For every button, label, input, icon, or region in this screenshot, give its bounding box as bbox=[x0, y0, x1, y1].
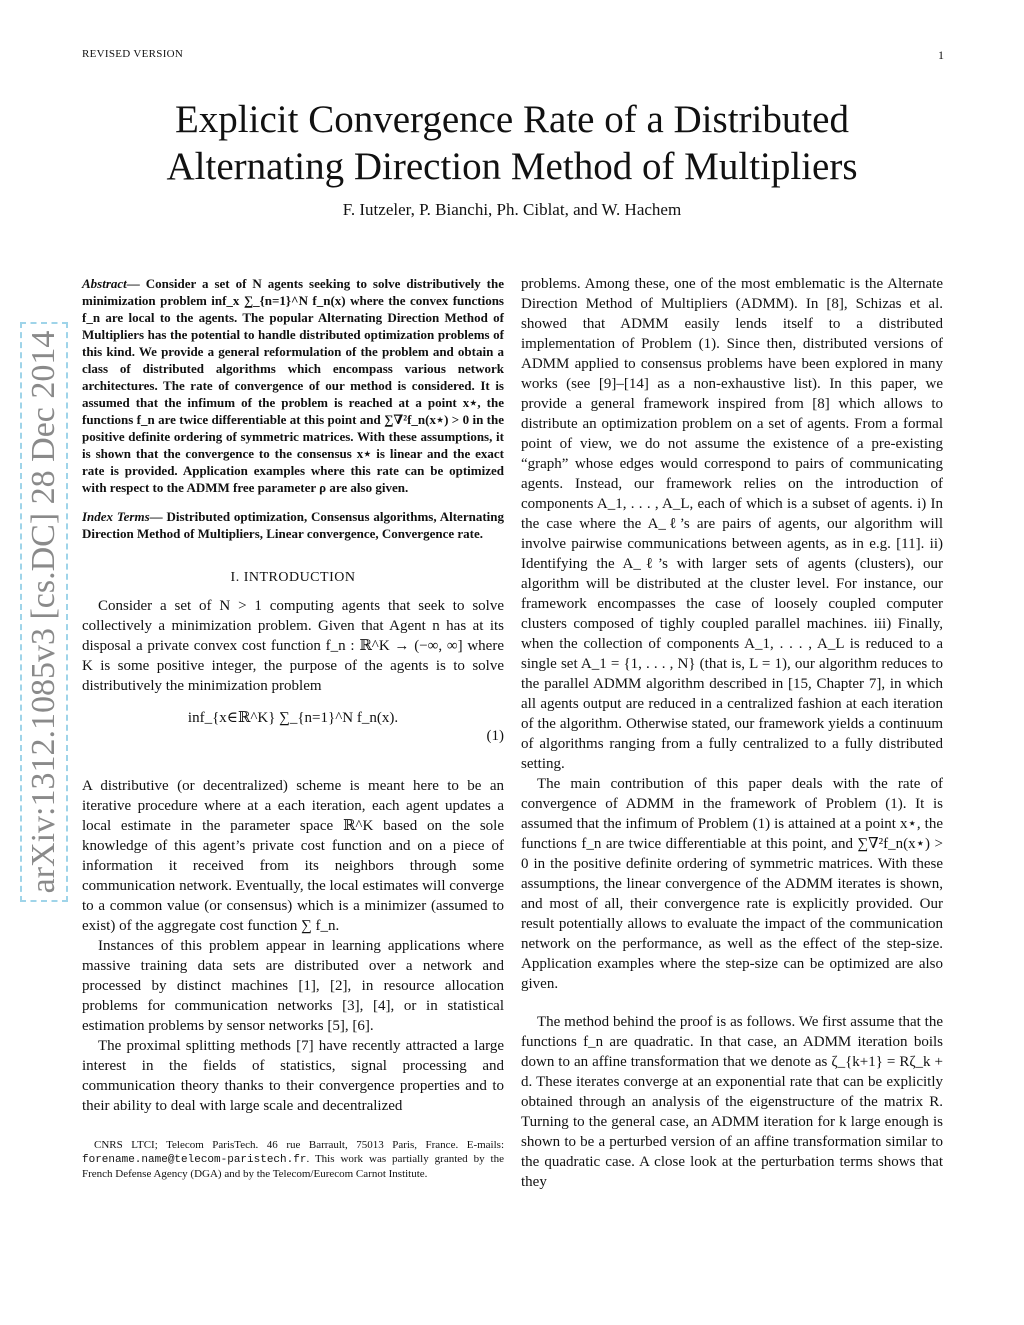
footnote bbox=[82, 1138, 504, 1181]
paper-title bbox=[82, 96, 942, 190]
authors: F. Iutzeler, P. Bianchi, Ph. Ciblat, and W. Hachem bbox=[342, 200, 682, 219]
paragraph: The method behind the proof is as follows. We first assume that the functions f_n are quadratic. In that case, an ADMM iteration boils down to an affine transformation that we denote as ζ_{k+1} = Rζ_k + d. These iterates converge at an exponential rate that can be explicitly obtained through an analysis of the eigenstructure of the matrix R. Turning to the general case, an ADMM iteration for k large enough is shown to be a perturbed version of an affine transformation similar to the quadratic case. A close look at the perturbation terms shows that they bbox=[521, 1014, 943, 1190]
abstract-lead: Abstract bbox=[82, 276, 127, 291]
index-terms bbox=[82, 508, 504, 542]
abstract bbox=[82, 275, 504, 496]
footnote-text-end: . This work was partially granted by the French Defense Agency (DGA) and by the Telecom/Eurecom Carnot Institute. bbox=[82, 1153, 504, 1180]
title-line-1: Explicit Convergence Rate of a Distributed bbox=[174, 98, 849, 141]
index-terms-text: — Distributed optimization, Consensus algorithms, Alternating Direction Method of Multipliers, Linear convergence, Convergence rate. bbox=[82, 509, 504, 541]
arxiv-sidebar-stamp[interactable] bbox=[20, 322, 68, 902]
paragraph-gap bbox=[521, 994, 943, 1012]
paragraph: The proximal splitting methods [7] have recently attracted a large interest in the fields of statistics, signal processing and communication theory thanks to their convergence properties and to their ability to deal with large scale and decentralized bbox=[82, 1038, 504, 1114]
arxiv-identifier: arXiv:1312.1085v3 [cs.DC] 28 Dec 2014 bbox=[25, 330, 62, 894]
equation-1 bbox=[82, 708, 504, 774]
equation-number: (1) bbox=[486, 728, 504, 744]
abstract-text: — Consider a set of N agents seeking to solve distributively the minimization problem inf_x ∑_{n=1}^N f_n(x) where the convex functions f_n are local to the agents. The popular Alternating Direction Method of Multipliers has the potential to handle distributed optimization problems of this kind. We provide a general reformulation of the problem and obtain a class of distributed algorithms which encompass various network architectures. The rate of convergence of our method is considered. It is assumed that the infimum of the problem is reached at a point x⋆, the functions f_n are twice differentiable at this point and ∑∇²f_n(x⋆) > 0 in the positive definite ordering of symmetric matrices. With these assumptions, it is shown that the convergence to the consensus x⋆ is linear and the exact rate is provided. Application examples where this rate can be optimized with respect to the ADMM free parameter ρ are also given. bbox=[82, 276, 504, 495]
right-column bbox=[521, 274, 943, 1192]
footnote-email: forename.name@telecom-paristech.fr bbox=[82, 1154, 307, 1166]
page-number: 1 bbox=[938, 48, 944, 62]
paragraph: Consider a set of N > 1 computing agents that seek to solve collectively a minimization problem. Given that Agent n has at its disposal a private convex cost function f_n : ℝ^K → (−∞, ∞] where K is some positive integer, the purpose of the agents is to solve distributively the minimization problem bbox=[82, 598, 504, 694]
paragraph: problems. Among these, one of the most emblematic is the Alternate Direction Method of Multipliers (ADMM). In [8], Schizas et al. showed that ADMM easily lends itself to a distributed implementation of Problem (1). Since then, distributed versions of ADMM applied to consensus problems have been explored in many works (see [9]–[14] as a non-exhaustive list). In this paper, we provide a general framework inspired from [8] which allows to distribute an optimization problem on a set of agents. From a formal point of view, we do not assume the existence of a pre-existing “graph” whose edges would correspond to pairs of communicating agents. Instead, our framework relies on the introduction of components A_1, . . . , A_L, each of which is a subset of agents. i) In the case where the A_ℓ’s are pairs of agents, our algorithm will involve pairwise communications between agents, as in e.g. [11]. ii) Identifying the A_ℓ’s with larger sets of agents (clusters), our algorithm will be distributed at the cluster level. For instance, our framework encompasses the case of loosely coupled computer clusters composed of tighly coupled parallel machines. iii) Finally, when the collection of components A_1, . . . , A_L is reduced to a single set A_1 = {1, . . . , N} (that is, L = 1), our algorithm reduces to the parallel ADMM algorithm described in [15, Chapter 7], in which all agents output are reduced in a centralized fashion at each iteration of the algorithm. Otherwise stated, our framework yields a continuum of algorithms ranging from a fully centralized to a fully distributed setting. bbox=[521, 276, 943, 772]
section-heading-introduction: I. INTRODUCTION bbox=[230, 570, 356, 585]
index-terms-lead: Index Terms bbox=[82, 509, 150, 524]
left-column bbox=[82, 275, 504, 1181]
paragraph: Instances of this problem appear in learning applications where massive training data sets are distributed over a network and processed by distinct machines [1], [2], in resource allocation problems for communication networks [3], [4], or in statistical estimation problems by sensor networks [5], [6]. bbox=[82, 938, 504, 1034]
running-header: REVISED VERSION bbox=[82, 48, 184, 60]
title-line-2: Alternating Direction Method of Multipliers bbox=[166, 145, 858, 188]
paragraph: A distributive (or decentralized) scheme is meant here to be an iterative procedure where at a each iteration, each agent updates a local estimate in the parameter space ℝ^K based on the sole knowledge of this agent’s private cost function and on a piece of information it received from its neighbors through some communication network. Eventually, the local estimates will converge to a common value (or consensus) which is a minimizer (assumed to exist) of the aggregate cost function ∑ f_n. bbox=[82, 778, 504, 934]
equation-expression: inf_{x∈ℝ^K} ∑_{n=1}^N f_n(x). bbox=[187, 710, 399, 726]
paragraph: The main contribution of this paper deals with the rate of convergence of ADMM in the framework of Problem (1). It is assumed that the infimum of Problem (1) is attained at a point x⋆, the functions f_n are twice differentiable at this point, and ∑∇²f_n(x⋆) > 0 in the positive definite ordering of symmetric matrices. With these assumptions, the linear convergence of the ADMM iterates is shown, and most of all, their convergence rate is explicitly provided. Our result potentially allows to evaluate the impact of the communication network on the performance, as well as the effect of the step-size. Application examples where the step-size can be optimized are also given. bbox=[521, 776, 943, 992]
footnote-text: CNRS LTCI; Telecom ParisTech. 46 rue Barrault, 75013 Paris, France. E-mails: bbox=[94, 1139, 504, 1151]
